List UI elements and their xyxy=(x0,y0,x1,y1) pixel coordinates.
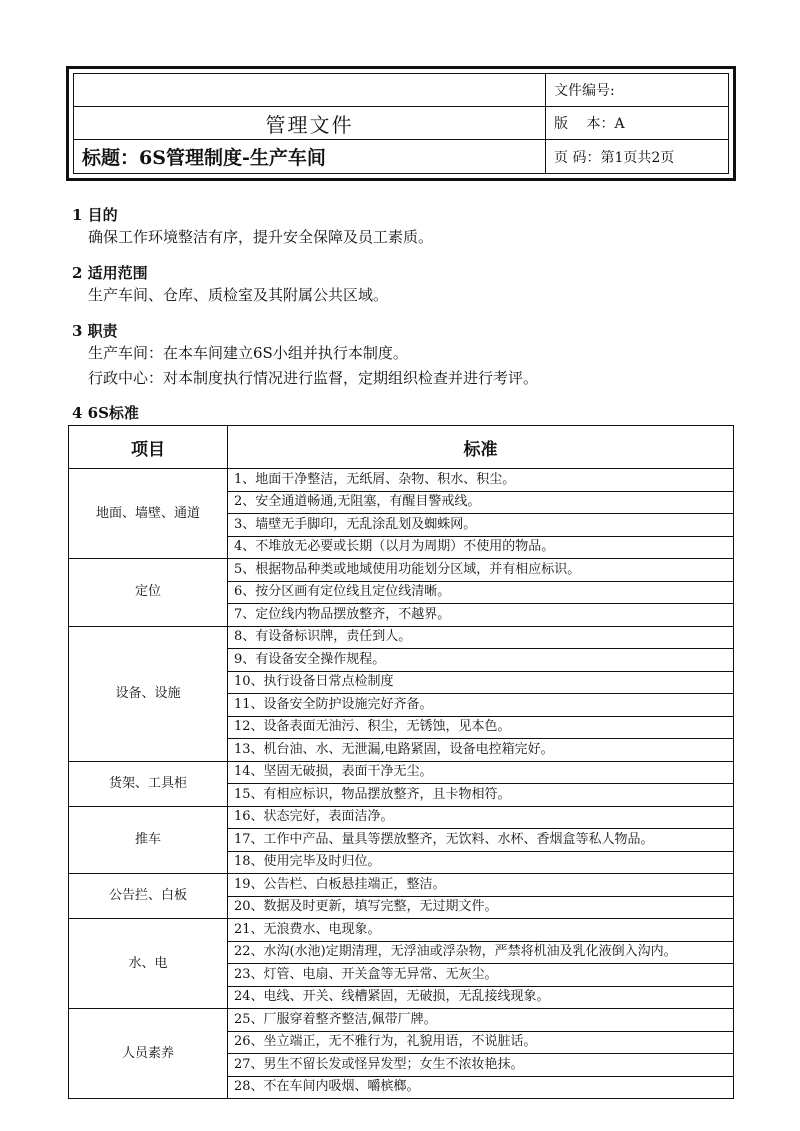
standard-item-cell: 2、安全通道畅通,无阻塞，有醒目警戒线。 xyxy=(228,491,734,514)
standard-item-cell: 19、公告栏、白板悬挂端正，整洁。 xyxy=(228,874,734,897)
category-cell: 人员素养 xyxy=(69,1009,228,1099)
section-purpose xyxy=(72,204,732,250)
document-header xyxy=(66,66,736,181)
standard-item-cell: 17、工作中产品、量具等摆放整齐，无饮料、水杯、香烟盒等私人物品。 xyxy=(228,829,734,852)
section-title: 4 6S标准 xyxy=(72,404,139,422)
standard-item-cell: 12、设备表面无油污、积尘，无锈蚀，见本色。 xyxy=(228,716,734,739)
standard-item-cell: 24、电线、开关、线槽紧固，无破损，无乱接线现象。 xyxy=(228,986,734,1009)
version-label: 版 本：A xyxy=(546,107,729,140)
category-cell: 公告拦、白板 xyxy=(69,874,228,919)
standard-item-cell: 13、机台油、水、无泄漏,电路紧固，设备电控箱完好。 xyxy=(228,739,734,762)
category-cell: 推车 xyxy=(69,806,228,874)
standard-item-cell: 27、男生不留长发或怪异发型；女生不浓妆艳抹。 xyxy=(228,1054,734,1077)
standard-item-cell: 28、不在车间内吸烟、嚼槟榔。 xyxy=(228,1076,734,1099)
standard-item-cell: 16、状态完好，表面洁净。 xyxy=(228,806,734,829)
standard-item-cell: 3、墙壁无手脚印，无乱涂乱划及蜘蛛网。 xyxy=(228,514,734,537)
standard-item-cell: 5、根据物品种类或地域使用功能划分区域，并有相应标识。 xyxy=(228,559,734,582)
section-title: 1 目的 xyxy=(72,206,118,224)
section-text: 行政中心：对本制度执行情况进行监督，定期组织检查并进行考评。 xyxy=(88,369,539,387)
standard-item-cell: 6、按分区画有定位线且定位线清晰。 xyxy=(228,581,734,604)
doc-number-label: 文件编号: xyxy=(546,74,729,107)
standard-item-cell: 14、坚固无破损，表面干净无尘。 xyxy=(228,761,734,784)
table-row xyxy=(69,1009,734,1032)
header-blank-cell xyxy=(74,74,546,107)
standard-item-cell: 23、灯管、电扇、开关盒等无异常、无灰尘。 xyxy=(228,964,734,987)
section-standard-title xyxy=(72,402,732,423)
header-table xyxy=(73,73,729,174)
section-title: 2 适用范围 xyxy=(72,264,148,282)
column-header-item: 项目 xyxy=(69,426,228,469)
standard-item-cell: 9、有设备安全操作规程。 xyxy=(228,649,734,672)
standard-item-cell: 21、无浪费水、电现象。 xyxy=(228,919,734,942)
table-row xyxy=(69,626,734,649)
category-cell: 定位 xyxy=(69,559,228,627)
category-cell: 设备、设施 xyxy=(69,626,228,761)
category-cell: 地面、墙壁、通道 xyxy=(69,469,228,559)
section-text: 确保工作环境整洁有序，提升安全保障及员工素质。 xyxy=(88,228,434,246)
column-header-standard: 标准 xyxy=(228,426,734,469)
standard-item-cell: 22、水沟(水池)定期清理，无浮油或浮杂物，严禁将机油及乳化液倒入沟内。 xyxy=(228,941,734,964)
table-row xyxy=(69,559,734,582)
table-row xyxy=(69,469,734,492)
section-title: 3 职责 xyxy=(72,322,118,340)
standard-item-cell: 25、厂服穿着整齐整洁,佩带厂牌。 xyxy=(228,1009,734,1032)
document-title: 管理文件 xyxy=(74,107,546,140)
table-row xyxy=(69,761,734,784)
document-subject: 标题：6S管理制度-生产车间 xyxy=(74,140,546,174)
section-text: 生产车间、仓库、质检室及其附属公共区域。 xyxy=(88,286,389,304)
category-cell: 水、电 xyxy=(69,919,228,1009)
table-row xyxy=(69,919,734,942)
section-scope xyxy=(72,262,732,308)
standards-table xyxy=(68,425,734,1099)
section-responsibility xyxy=(72,320,732,391)
standard-item-cell: 8、有设备标识牌，责任到人。 xyxy=(228,626,734,649)
standard-item-cell: 11、设备安全防护设施完好齐备。 xyxy=(228,694,734,717)
standard-item-cell: 1、地面干净整洁，无纸屑、杂物、积水、积尘。 xyxy=(228,469,734,492)
standards-table-body xyxy=(69,469,734,1099)
table-row xyxy=(69,806,734,829)
standard-item-cell: 10、执行设备日常点检制度 xyxy=(228,671,734,694)
standard-item-cell: 26、坐立端正，无不雅行为，礼貌用语，不说脏话。 xyxy=(228,1031,734,1054)
standard-item-cell: 15、有相应标识，物品摆放整齐，且卡物相符。 xyxy=(228,784,734,807)
standard-item-cell: 4、不堆放无必要或长期（以月为周期）不使用的物品。 xyxy=(228,536,734,559)
standard-item-cell: 7、定位线内物品摆放整齐，不越界。 xyxy=(228,604,734,627)
standard-item-cell: 18、使用完毕及时归位。 xyxy=(228,851,734,874)
standard-item-cell: 20、数据及时更新，填写完整，无过期文件。 xyxy=(228,896,734,919)
page-number-label: 页 码：第1页共2页 xyxy=(546,140,729,174)
section-text: 生产车间：在本车间建立6S小组并执行本制度。 xyxy=(88,344,408,362)
category-cell: 货架、工具柜 xyxy=(69,761,228,806)
table-row xyxy=(69,874,734,897)
